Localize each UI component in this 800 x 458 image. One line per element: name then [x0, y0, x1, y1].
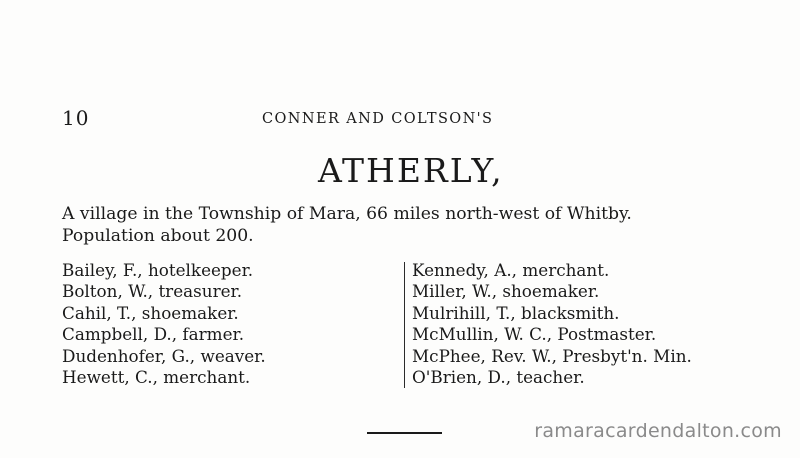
list-item: Bailey, F., hotelkeeper. [62, 260, 254, 280]
column-divider [404, 262, 405, 388]
list-item: McMullin, W. C., Postmaster. [412, 324, 657, 345]
residents-list-right [412, 260, 772, 388]
list-item: Dudenhofer, G., weaver. [62, 345, 266, 366]
list-item: Bolton, W., treasurer. [62, 281, 243, 302]
list-item: Cahil, T., shoemaker. [62, 302, 239, 323]
page-number: 10 [62, 106, 90, 130]
watermark: ramaracardendalton.com [534, 420, 782, 442]
list-item: O'Brien, D., teacher. [412, 367, 585, 388]
section-end-rule [367, 432, 442, 434]
page-title: ATHERLY, [318, 151, 504, 190]
list-item: Campbell, D., farmer. [62, 324, 245, 345]
intro-line-1: A village in the Township of Mara, 66 miles north-west of Whitby. [62, 204, 632, 224]
running-head: CONNER AND COLTSON'S [262, 111, 494, 127]
list-item: McPhee, Rev. W., Presbyt'n. Min. [412, 345, 692, 366]
intro-line-2: Population about 200. [62, 226, 254, 246]
list-item: Miller, W., shoemaker. [412, 281, 600, 302]
list-item: Kennedy, A., merchant. [412, 260, 610, 280]
list-item: Hewett, C., merchant. [62, 367, 251, 388]
list-item: Mulrihill, T., blacksmith. [412, 302, 620, 323]
intro-paragraph [62, 203, 762, 247]
residents-list-left [62, 260, 382, 388]
